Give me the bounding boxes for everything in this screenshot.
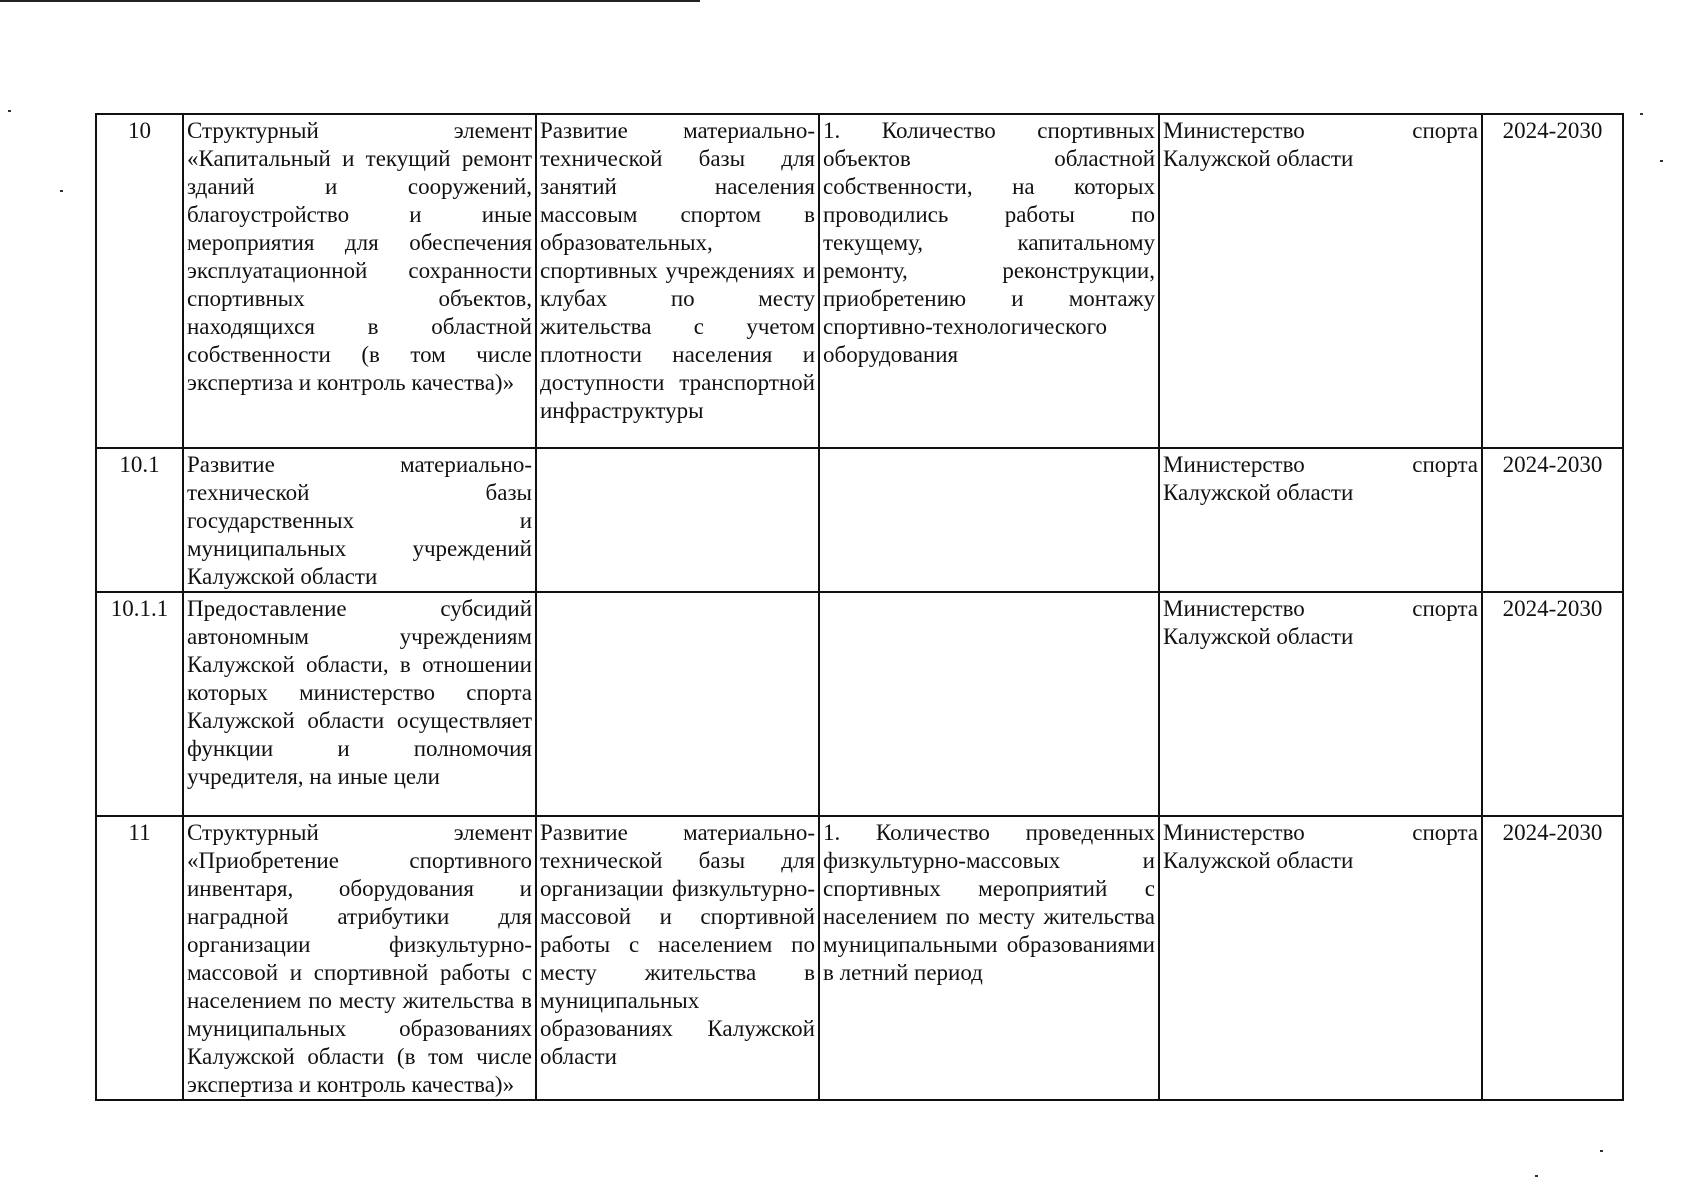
responsible-executor: Министерство спорта Калужской области bbox=[1159, 592, 1482, 816]
element-indicator bbox=[819, 592, 1159, 816]
structural-element-name: Структурный элемент «Приобретение спортивного инвентаря, оборудования и наградной атрибутики для организации физкультурно-массовой и спортивной работы с населением по месту жительства в муниципальных образованиях Калужской области (в том числе экспертиза и контроль качества)» bbox=[183, 816, 536, 1100]
scan-speck bbox=[1535, 1175, 1538, 1177]
structural-element-name: Структурный элемент «Капитальный и текущий ремонт зданий и сооружений, благоустройство и иные мероприятия для обеспечения эксплуатационной сохранности спортивных объектов, находящихся в областной собственности (в том числе экспертиза и контроль качества)» bbox=[183, 114, 536, 448]
scan-speck bbox=[1600, 1150, 1603, 1152]
row-number: 10 bbox=[96, 114, 183, 448]
program-table bbox=[95, 113, 1624, 1101]
responsible-executor: Министерство спорта Калужской области bbox=[1159, 114, 1482, 448]
structural-element-name: Развитие материально-технической базы государственных и муниципальных учреждений Калужской области bbox=[183, 448, 536, 592]
implementation-period: 2024-2030 bbox=[1482, 816, 1623, 1100]
table-row bbox=[96, 816, 1623, 1100]
element-goal: Развитие материально-технической базы для организации физкультурно-массовой и спортивной работы с населением по месту жительства в муниципальных образованиях Калужской области bbox=[536, 816, 819, 1100]
element-goal bbox=[536, 592, 819, 816]
responsible-executor: Министерство спорта Калужской области bbox=[1159, 816, 1482, 1100]
implementation-period: 2024-2030 bbox=[1482, 114, 1623, 448]
element-goal bbox=[536, 448, 819, 592]
scan-speck bbox=[8, 110, 11, 112]
scan-edge-line bbox=[0, 0, 700, 2]
responsible-executor: Министерство спорта Калужской области bbox=[1159, 448, 1482, 592]
structural-element-name: Предоставление субсидий автономным учреждениям Калужской области, в отношении которых министерство спорта Калужской области осуществляет функции и полномочия учредителя, на иные цели bbox=[183, 592, 536, 816]
element-indicator: 1. Количество проведенных физкультурно-массовых и спортивных мероприятий с населением по месту жительства муниципальными образованиями в летний период bbox=[819, 816, 1159, 1100]
implementation-period: 2024-2030 bbox=[1482, 448, 1623, 592]
table-row bbox=[96, 592, 1623, 816]
element-indicator: 1. Количество спортивных объектов областной собственности, на которых проводились работы по текущему, капитальному ремонту, реконструкции, приобретению и монтажу спортивно-технологического оборудования bbox=[819, 114, 1159, 448]
element-indicator bbox=[819, 448, 1159, 592]
scan-speck bbox=[1640, 113, 1643, 115]
row-number: 11 bbox=[96, 816, 183, 1100]
row-number: 10.1.1 bbox=[96, 592, 183, 816]
scan-speck bbox=[60, 190, 63, 192]
table-row bbox=[96, 448, 1623, 592]
scan-speck bbox=[1660, 160, 1663, 162]
implementation-period: 2024-2030 bbox=[1482, 592, 1623, 816]
table-row bbox=[96, 114, 1623, 448]
element-goal: Развитие материально-технической базы для занятий населения массовым спортом в образовательных, спортивных учреждениях и клубах по месту жительства с учетом плотности населения и доступности транспортной инфраструктуры bbox=[536, 114, 819, 448]
row-number: 10.1 bbox=[96, 448, 183, 592]
